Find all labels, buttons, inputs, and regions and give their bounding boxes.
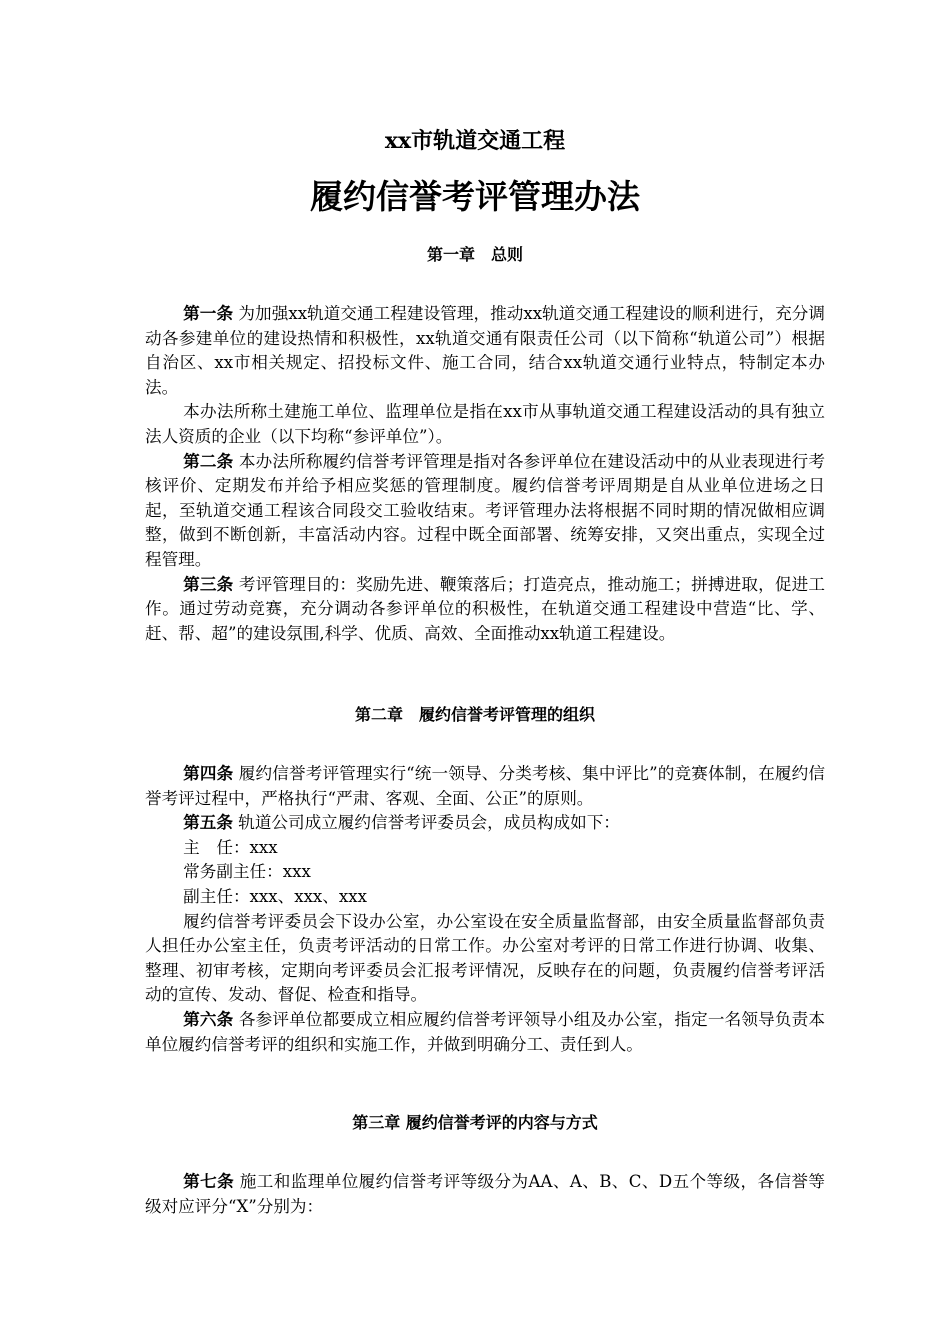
chapter-2-heading: 第二章 履约信誉考评管理的组织 <box>354 705 595 724</box>
article-text: 考评管理目的：奖励先进、鞭策落后；打造亮点，推动施工；拼搏进取，促进工作。通过劳动竞赛，充分调动各参评单位的积极性，在轨道交通工程建设中营造“比、学、赶、帮、超”的建设氛围,科学、优质、高效、全面推动xx轨道工程建设。 <box>145 574 826 643</box>
article-4 <box>145 762 825 811</box>
chapter-1-heading: 第一章 总则 <box>426 245 523 264</box>
paragraph-text: 履约信誉考评委员会下设办公室，办公室设在安全质量监督部，由安全质量监督部负责人担任办公室主任，负责考评活动的日常工作。办公室对考评的日常工作进行协调、收集、整理、初审考核，定期向考评委员会汇报考评情况，反映存在的问题，负责履约信誉考评活动的宣传、发动、督促、检查和指导。 <box>145 911 825 1005</box>
chapter-2-body <box>145 762 825 1057</box>
committee-director <box>145 836 825 861</box>
article-1 <box>145 302 825 400</box>
article-label: 第五条 <box>183 813 233 833</box>
paragraph-text: 主 任：xxx <box>183 837 278 857</box>
paragraph-text: 副主任：xxx、xxx、xxx <box>183 886 367 906</box>
article-6 <box>145 1008 825 1057</box>
article-label: 第六条 <box>183 1009 234 1029</box>
chapter-1-body <box>145 302 825 646</box>
committee-deputies <box>145 885 825 910</box>
paragraph-text: 常务副主任：xxx <box>183 862 311 882</box>
article-text: 本办法所称履约信誉考评管理是指对各参评单位在建设活动中的从业表现进行考核评价、定期发布并给予相应奖惩的管理制度。履约信誉考评周期是自从业单位进场之日起，至轨道交通工程该合同段交工验收结束。考评管理办法将根据不同时期的情况做相应调整，做到不断创新，丰富活动内容。过程中既全面部署、统筹安排，又突出重点，实现全过程管理。 <box>145 451 826 569</box>
paragraph-text: 本办法所称土建施工单位、监理单位是指在xx市从事轨道交通工程建设活动的具有独立法人资质的企业（以下均称“参评单位”）。 <box>145 402 825 446</box>
article-label: 第二条 <box>183 451 234 471</box>
committee-executive-deputy <box>145 860 825 885</box>
article-label: 第一条 <box>183 304 234 323</box>
document-title-line1: xx市轨道交通工程 <box>384 128 566 154</box>
article-2 <box>145 450 825 573</box>
article-5 <box>145 811 825 836</box>
article-text: 履约信誉考评管理实行“统一领导、分类考核、集中评比”的竞赛体制，在履约信誉考评过程中，严格执行“严肃、客观、全面、公正”的原则。 <box>145 764 825 808</box>
document-title-line2: 履约信誉考评管理办法 <box>310 177 640 216</box>
article-label: 第七条 <box>183 1172 235 1191</box>
article-text: 为加强xx轨道交通工程建设管理，推动xx轨道交通工程建设的顺利进行，充分调动各参建单位的建设热情和积极性，xx轨道交通有限责任公司（以下简称“轨道公司”）根据自治区、xx市相关规定、招投标文件、施工合同，结合xx轨道交通行业特点，特制定本办法。 <box>145 304 825 397</box>
paragraph <box>145 910 825 1008</box>
article-3 <box>145 573 825 647</box>
paragraph <box>145 400 825 449</box>
article-label: 第三条 <box>183 574 234 594</box>
chapter-3-body <box>145 1170 825 1219</box>
article-label: 第四条 <box>183 764 234 783</box>
article-text: 轨道公司成立履约信誉考评委员会，成员构成如下： <box>232 813 620 833</box>
chapter-3-heading: 第三章 履约信誉考评的内容与方式 <box>352 1113 598 1132</box>
article-text: 各参评单位都要成立相应履约信誉考评领导小组及办公室，指定一名领导负责本单位履约信誉考评的组织和实施工作，并做到明确分工、责任到人。 <box>145 1009 826 1054</box>
article-text: 施工和监理单位履约信誉考评等级分为AA、A、B、C、D五个等级，各信誉等级对应评分“X”分别为： <box>145 1172 825 1216</box>
article-7 <box>145 1170 825 1219</box>
